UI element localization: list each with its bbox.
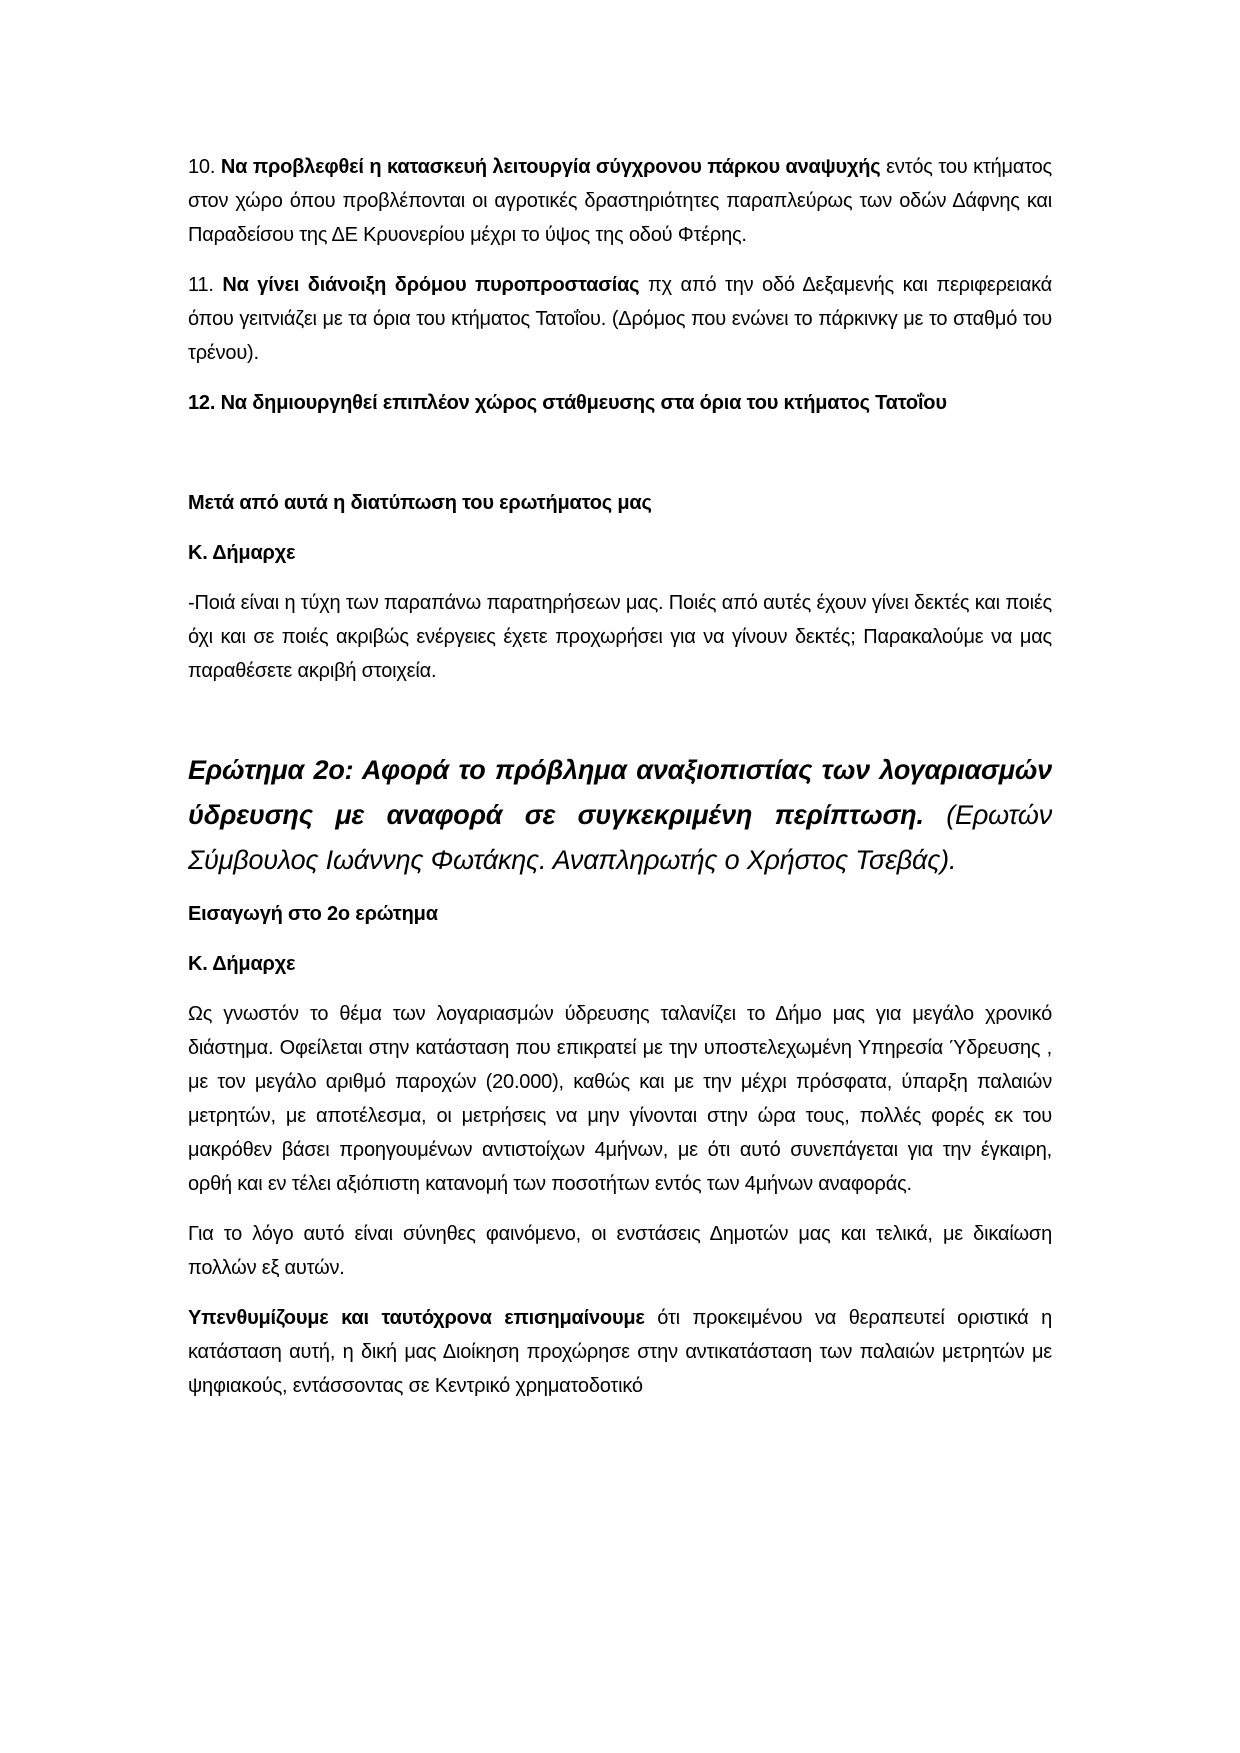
item-number: 11.	[188, 274, 214, 296]
item-text: εντός του κτήματος στον χώρο όπου προβλέπονται οι αγροτικές δραστηριότητες παραπλεύρως των οδών Δάφνης και Παραδείσου της ΔΕ Κρυονερίου μέχρι το ύψος της οδού Φτέρης.	[188, 156, 1052, 246]
document-page	[188, 150, 1052, 1419]
list-item-10	[188, 150, 1052, 252]
item-bold-text: Να γίνει διάνοιξη δρόμου πυροπροστασίας	[222, 274, 640, 296]
body-paragraph-3	[188, 1301, 1052, 1403]
paragraph-3-text: ότι προκειμένου να θεραπευτεί οριστικά η κατάσταση αυτή, η δική μας Διοίκηση προχώρησε στην αντικατάσταση των παλαιών μετρητών με ψηφιακούς, εντάσσοντας σε Κεντρικό χρηματοδοτικό	[188, 1307, 1052, 1397]
spacer	[188, 436, 1052, 486]
section-heading: Μετά από αυτά η διατύπωση του ερωτήματος μας	[188, 492, 652, 514]
paragraph-3-bold: Υπενθυμίζουμε και ταυτόχρονα επισημαίνουμε	[188, 1307, 645, 1329]
item-number: 10.	[188, 156, 216, 178]
list-item-11	[188, 268, 1052, 370]
item-bold-text: Να δημιουργηθεί επιπλέον χώρος στάθμευσης στα όρια του κτήματος Τατοΐου	[220, 392, 947, 414]
question-2-title-rest: (Ερωτών Σύμβουλος Ιωάννης Φωτάκης. Αναπληρωτής ο Χρήστος Τσεβάς).	[188, 800, 1053, 875]
intro-heading: Εισαγωγή στο 2ο ερώτημα	[188, 903, 438, 925]
spacer	[188, 704, 1052, 748]
question-paragraph: -Ποιά είναι η τύχη των παραπάνω παρατηρήσεων μας. Ποιές από αυτές έχουν γίνει δεκτές και ποιές όχι και σε ποιές ακριβώς ενέργειες έχετε προχωρήσει για να γίνουν δεκτές; Παρακαλούμε να μας παραθέσετε ακριβή στοιχεία.	[188, 592, 1052, 682]
list-item-12	[188, 386, 1052, 420]
body-paragraph-1: Ως γνωστόν το θέμα των λογαριασμών ύδρευσης ταλανίζει το Δήμο μας για μεγάλο χρονικό διάστημα. Οφείλεται στην κατάσταση που επικρατεί με την υποστελεχωμένη Υπηρεσία Ύδρευσης , με τον μεγάλο αριθμό παροχών (20.000), καθώς και με την μέχρι πρόσφατα, ύπαρξη παλαιών μετρητών, με αποτέλεσμα, οι μετρήσεις να μην γίνονται στην ώρα τους, πολλές φορές εκ του μακρόθεν βάσει προηγουμένων αντιστοίχων 4μήνων, με ότι αυτό συνεπάγεται για την έγκαιρη, ορθή και εν τέλει αξιόπιστη κατανομή των ποσοτήτων εντός των 4μήνων αναφοράς.	[188, 1003, 1052, 1195]
salutation-2: Κ. Δήμαρχε	[188, 953, 296, 975]
item-bold-text: Να προβλεφθεί η κατασκευή λειτουργία σύγχρονου πάρκου αναψυχής	[220, 156, 881, 178]
question-2-title	[188, 748, 1052, 883]
body-paragraph-2: Για το λόγο αυτό είναι σύνηθες φαινόμενο, οι ενστάσεις Δημοτών μας και τελικά, με δικαίωση πολλών εξ αυτών.	[188, 1223, 1052, 1279]
question-2-title-bold: Ερώτημα 2ο: Αφορά το πρόβλημα αναξιοπιστίας των λογαριασμών ύδρευσης με αναφορά σε συγκεκριμένη περίπτωση.	[188, 755, 1052, 830]
item-text: πχ από την οδό Δεξαμενής και περιφερειακά όπου γειτνιάζει με τα όρια του κτήματος Τατοΐου. (Δρόμος που ενώνει το πάρκινκγ με το σταθμό του τρένου).	[188, 274, 1053, 364]
item-number: 12.	[188, 392, 216, 414]
salutation: Κ. Δήμαρχε	[188, 542, 296, 564]
